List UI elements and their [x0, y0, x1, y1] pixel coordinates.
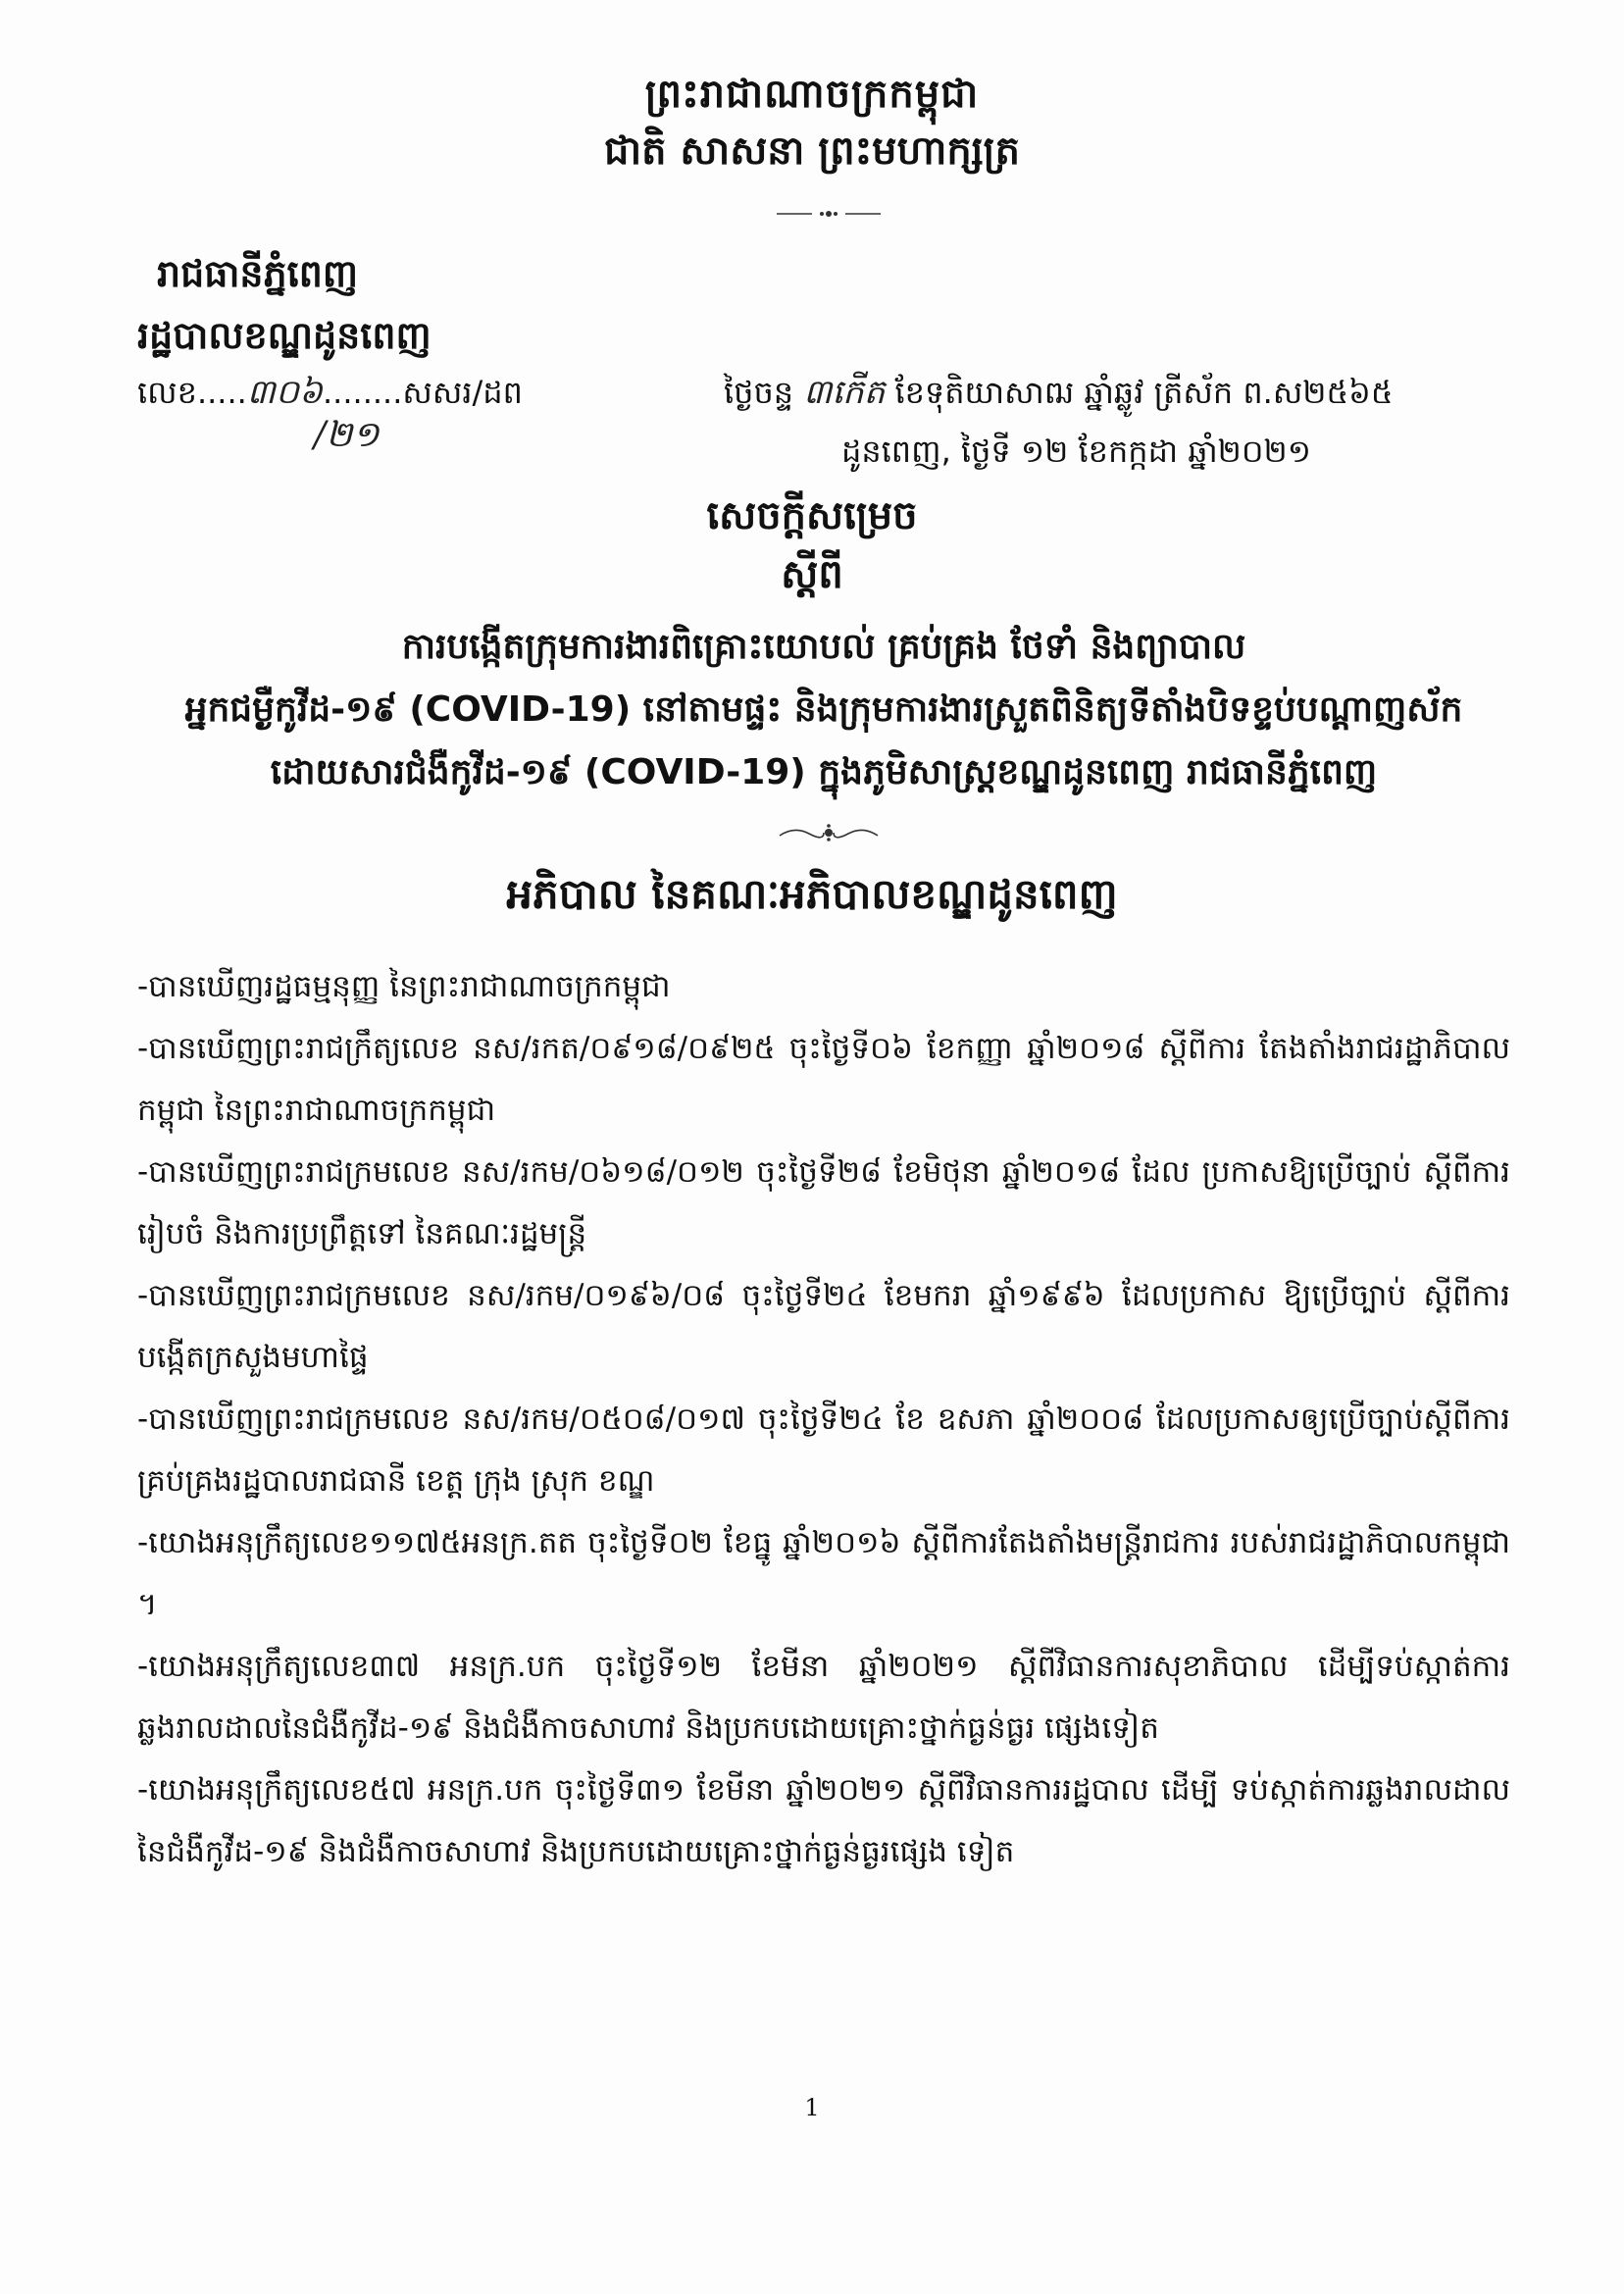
ref-suffix: ........សសរ/ដព	[323, 374, 523, 411]
decision-title: សេចក្តីសម្រេច	[706, 493, 918, 538]
national-motto: ជាតិ សាសនា ព្រះមហាក្សត្រ	[604, 128, 1020, 174]
ref-handwritten-year: /២១	[314, 415, 380, 455]
preamble-paragraph: -បានឃើញព្រះរាជក្រឹត្យលេខ នស/រកត/០៩១៨/០៩២៥ ចុះថ្ងៃទី០៦ ខែកញ្ញា ឆ្នាំ២០១៨ ស្តីពីការ តែងតាំងរាជរដ្ឋាភិបាលកម្ពុជា នៃព្រះរាជាណាចក្រកម្ពុជា	[137, 1031, 1510, 1128]
page-number: 1	[804, 2094, 820, 2121]
about-label: ស្តីពី	[781, 552, 843, 597]
capital-name: រាជធានីភ្នំពេញ	[157, 252, 359, 295]
preamble-paragraph: -យោងអនុក្រឹត្យលេខ៣៧ អនក្រ.បក ចុះថ្ងៃទី១២ ខែមីនា ឆ្នាំ២០២១ ស្តីពីវិធានការសុខាភិបាល ដើម្បីទប់ស្កាត់ការឆ្លងរាលដាលនៃជំងឺកូវីដ-១៩ និងជំងឺកាចសាហាវ និងប្រកបដោយគ្រោះថ្នាក់ធ្ងន់ធ្ងរ ផ្សេងទៀត	[137, 1649, 1510, 1746]
governor-heading: អភិបាល នៃគណៈអភិបាលខណ្ឌដូនពេញ	[506, 870, 1118, 918]
solar-date: ដូនពេញ, ថ្ងៃទី ១២ ខែកក្កដា ឆ្នាំ២០២១	[841, 433, 1311, 470]
preamble-paragraph: -បានឃើញព្រះរាជក្រមលេខ នស/រកម/០១៩៦/០៨ ចុះថ្ងៃទី២៤ ខែមករា ឆ្នាំ១៩៩៦ ដែលប្រកាស ឱ្យប្រើច្បាប់ ស្តីពីការបង្កើតក្រសួងមហាផ្ទៃ	[137, 1278, 1510, 1375]
ornament-flourish-icon	[775, 822, 883, 843]
decision-subject	[118, 616, 1530, 804]
district-administration: រដ្ឋបាលខណ្ឌដូនពេញ	[137, 314, 431, 357]
lunar-handwritten: ៣កើត	[803, 373, 886, 412]
lunar-day: ថ្ងៃចន្ទ	[724, 374, 794, 411]
subject-line: អ្នកជម្ងឺកូវីដ-១៩ (COVID-19) នៅតាមផ្ទះ និងក្រុមការងារស្រួតពិនិត្យទីតាំងបិទខ្ទប់បណ្តាញស័ក	[184, 689, 1463, 730]
preamble-body	[137, 956, 1510, 1883]
kingdom-heading: ព្រះរាជាណាចក្រកម្ពុជា	[644, 72, 980, 117]
preamble-paragraph: -យោងអនុក្រឹត្យលេខ៥៧ អនក្រ.បក ចុះថ្ងៃទី៣១ ខែមីនា ឆ្នាំ២០២១ ស្តីពីវិធានការរដ្ឋបាល ដើម្បី ទប់ស្កាត់ការឆ្លងរាលដាលនៃជំងឺកូវីដ-១៩ និងជំងឺកាចសាហាវ និងប្រកបដោយគ្រោះថ្នាក់ធ្ងន់ធ្ងរផ្សេង ទៀត	[137, 1772, 1510, 1869]
preamble-paragraph: -បានឃើញរដ្ឋធម្មនុញ្ញ នៃព្រះរាជាណាចក្រកម្ពុជា	[137, 969, 671, 1004]
ref-prefix: លេខ.....	[137, 374, 247, 411]
ref-handwritten-number: ៣០៦	[246, 373, 323, 412]
preamble-paragraph: -យោងអនុក្រឹត្យលេខ១១៧៥អនក្រ.តត ចុះថ្ងៃទី០២ ខែធ្នូ ឆ្នាំ២០១៦ ស្តីពីការតែងតាំងមន្ត្រីរាជការ របស់រាជរដ្ឋាភិបាលកម្ពុជា ។	[137, 1525, 1510, 1622]
subject-line: ដោយសារជំងឺកូវីដ-១៩ (COVID-19) ក្នុងភូមិសាស្ត្រខណ្ឌដូនពេញ រាជធានីភ្នំពេញ	[270, 752, 1378, 792]
lunar-date	[724, 371, 1393, 420]
preamble-paragraph: -បានឃើញព្រះរាជក្រមលេខ នស/រកម/០៦១៨/០១២ ចុះថ្ងៃទី២៨ ខែមិថុនា ឆ្នាំ២០១៨ ដែល ប្រកាសឱ្យប្រើច្បាប់ ស្តីពីការរៀបចំ និងការប្រព្រឹត្តទៅ នៃគណៈរដ្ឋមន្ត្រី	[137, 1154, 1510, 1251]
ornament-divider-icon	[775, 204, 883, 224]
subject-line: ការបង្កើតក្រុមការងារពិគ្រោះយោបល់ គ្រប់គ្រង ថែទាំ និងព្យាបាល	[401, 627, 1246, 667]
lunar-rest: ខែទុតិយាសាឍ ឆ្នាំឆ្លូវ ត្រីស័ក ព.ស២៥៦៥	[894, 374, 1394, 411]
preamble-paragraph: -បានឃើញព្រះរាជក្រមលេខ នស/រកម/០៥០៨/០១៧ ចុះថ្ងៃទី២៤ ខែ ឧសភា ឆ្នាំ២០០៨ ដែលប្រកាសឲ្យប្រើច្បាប់ស្តីពីការគ្រប់គ្រងរដ្ឋបាលរាជធានី ខេត្ត ក្រុង ស្រុក ខណ្ឌ	[137, 1402, 1510, 1499]
